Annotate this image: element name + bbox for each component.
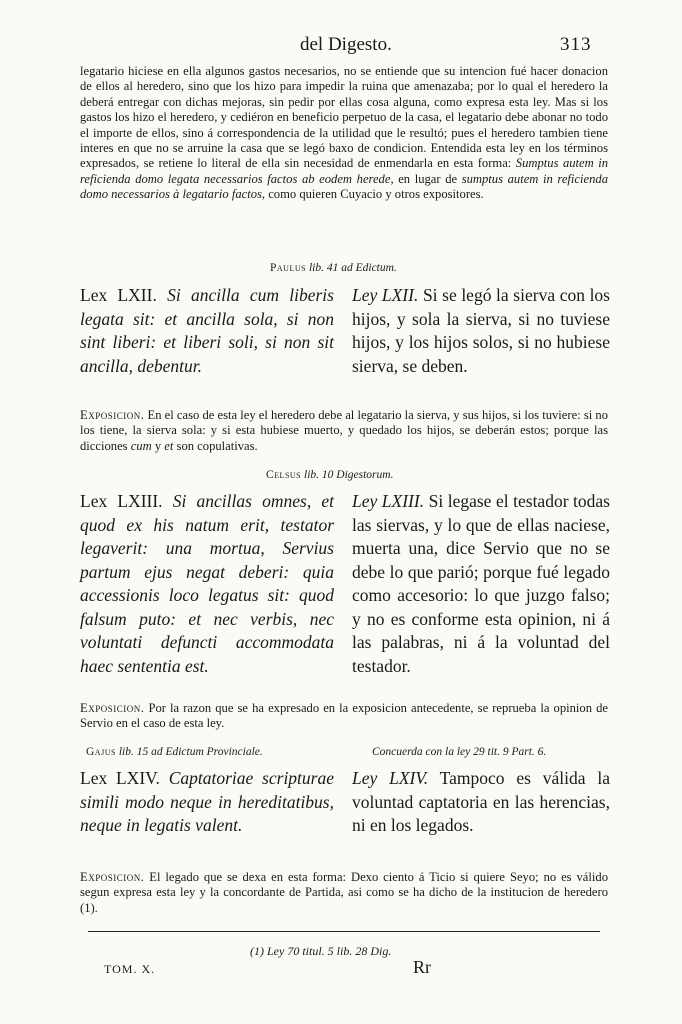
latin-text-lex64: Lex LXIV. Captatoriae scripturae simili modo neque in hereditatibus, neque in legatis valent. (80, 768, 334, 835)
law-heading-latin: Lex LXIV. (80, 768, 160, 788)
spanish-text-lex63: Ley LXIII. Si legase el testador todas las siervas, y lo que de ellas naciese, muerta una, dice Servio que no se debe lo que parió; porque fué legado como accesorio: lo que juzgo falso; y no es conforme esta opinion, ni á las palabras, ni á la voluntad del testador. (352, 491, 610, 676)
latin-text-lex63: Lex LXIII. Si ancillas omnes, et quod ex his natum erit, testator legaverit: una mortua, Servius partum ejus negat deberi: quia accessionis loco legatus sit: quod falsum puto: et nec verbis, nec voluntati defuncti accommodata haec sententia est. (80, 491, 334, 676)
law-heading-spanish: Ley LXIII. (352, 491, 425, 511)
law-heading-spanish: Ley LXII. (352, 285, 419, 305)
law-heading-latin: Lex LXII. (80, 285, 157, 305)
spanish-text-lex64: Ley LXIV. Tampoco es válida la voluntad captatoria en las herencias, ni en los legados. (352, 768, 610, 835)
law-heading-latin: Lex LXIII. (80, 491, 163, 511)
spanish-text-lex62: Ley LXII. Si se legó la sierva con los hijos, y sola la sierva, si no tuviese hijos, y los hijos solos, si no hubiese sierva, se deben. (352, 285, 610, 376)
source-caption-lex64: Gajus lib. 15 ad Edictum Provinciale. (86, 746, 263, 758)
gathering-mark: Rr (413, 957, 431, 977)
page-header (0, 34, 682, 60)
exposicion-lex64: Exposicion. El legado que se dexa en esta forma: Dexo ciento á Ticio si quiere Seyo; no es válido segun expresa esta ley y la concordante de Partida, asi como se ha dicho de la institucion de heredero (1). (80, 870, 608, 915)
running-title: del Digesto. (300, 34, 392, 55)
exposicion-lex63: Exposicion. Por la razon que se ha expresado en la exposicion antecedente, se reprueba la opinion de Servio en el caso de esta ley. (80, 701, 608, 731)
commentary-continued (80, 64, 608, 203)
source-caption-lex62: Paulus lib. 41 ad Edictum. (270, 262, 397, 274)
commentary-paragraph: legatario hiciese en ella algunos gastos necesarios, no se entiende que su intencion fué hacer donacion de ellos al heredero, sino que los hizo para impedir la ruina que amenazaba; por lo qual el heredero la deberá entregar con dichas mejoras, sin pedir por ellas cosa alguna, como expresa esta ley. Mas si los gastos los hizo el heredero, y cediéron en beneficio perpetuo de la casa, el legatario debe abonar no todo el importe de ellos, sino á correspondencia de la utilidad que le resultó; pues el heredero tambien tiene interes en que no se arruine la casa que se legó baxo de condicion. Entendida esta ley en los términos expresados, se retiene lo literal de ella sin necesidad de enmendarla en esta forma: Sumptus autem in reficienda domo legata necessarios factos ab eodem herede, en lugar de sumptus autem in reficienda domo necessarios à legatario factos, como quieren Cuyacio y otros expositores. (80, 64, 608, 202)
latin-text-lex62: Lex LXII. Si ancilla cum liberis legata sit: et ancilla sola, si non sint liberi: et liberi soli, si non sit ancilla, debentur. (80, 285, 334, 376)
page-number: 313 (560, 34, 592, 55)
source-caption-lex63: Celsus lib. 10 Digestorum. (266, 469, 394, 481)
footnote-rule (88, 931, 600, 932)
exposicion-lex62: Exposicion. En el caso de esta ley el heredero debe al legatario la sierva, y sus hijos, si los tuviere: si no los tiene, la sierva sola: y si esta hubiese muerto, y quedado los hijos, se deberán estos; porque las dicciones cum y et son copulativas. (80, 408, 608, 453)
concordance-caption-lex64: Concuerda con la ley 29 tit. 9 Part. 6. (372, 746, 547, 758)
volume-signature: TOM. X. (104, 962, 156, 976)
law-heading-spanish: Ley LXIV. (352, 768, 429, 788)
footnote: (1) Ley 70 titul. 5 lib. 28 Dig. (250, 944, 392, 958)
